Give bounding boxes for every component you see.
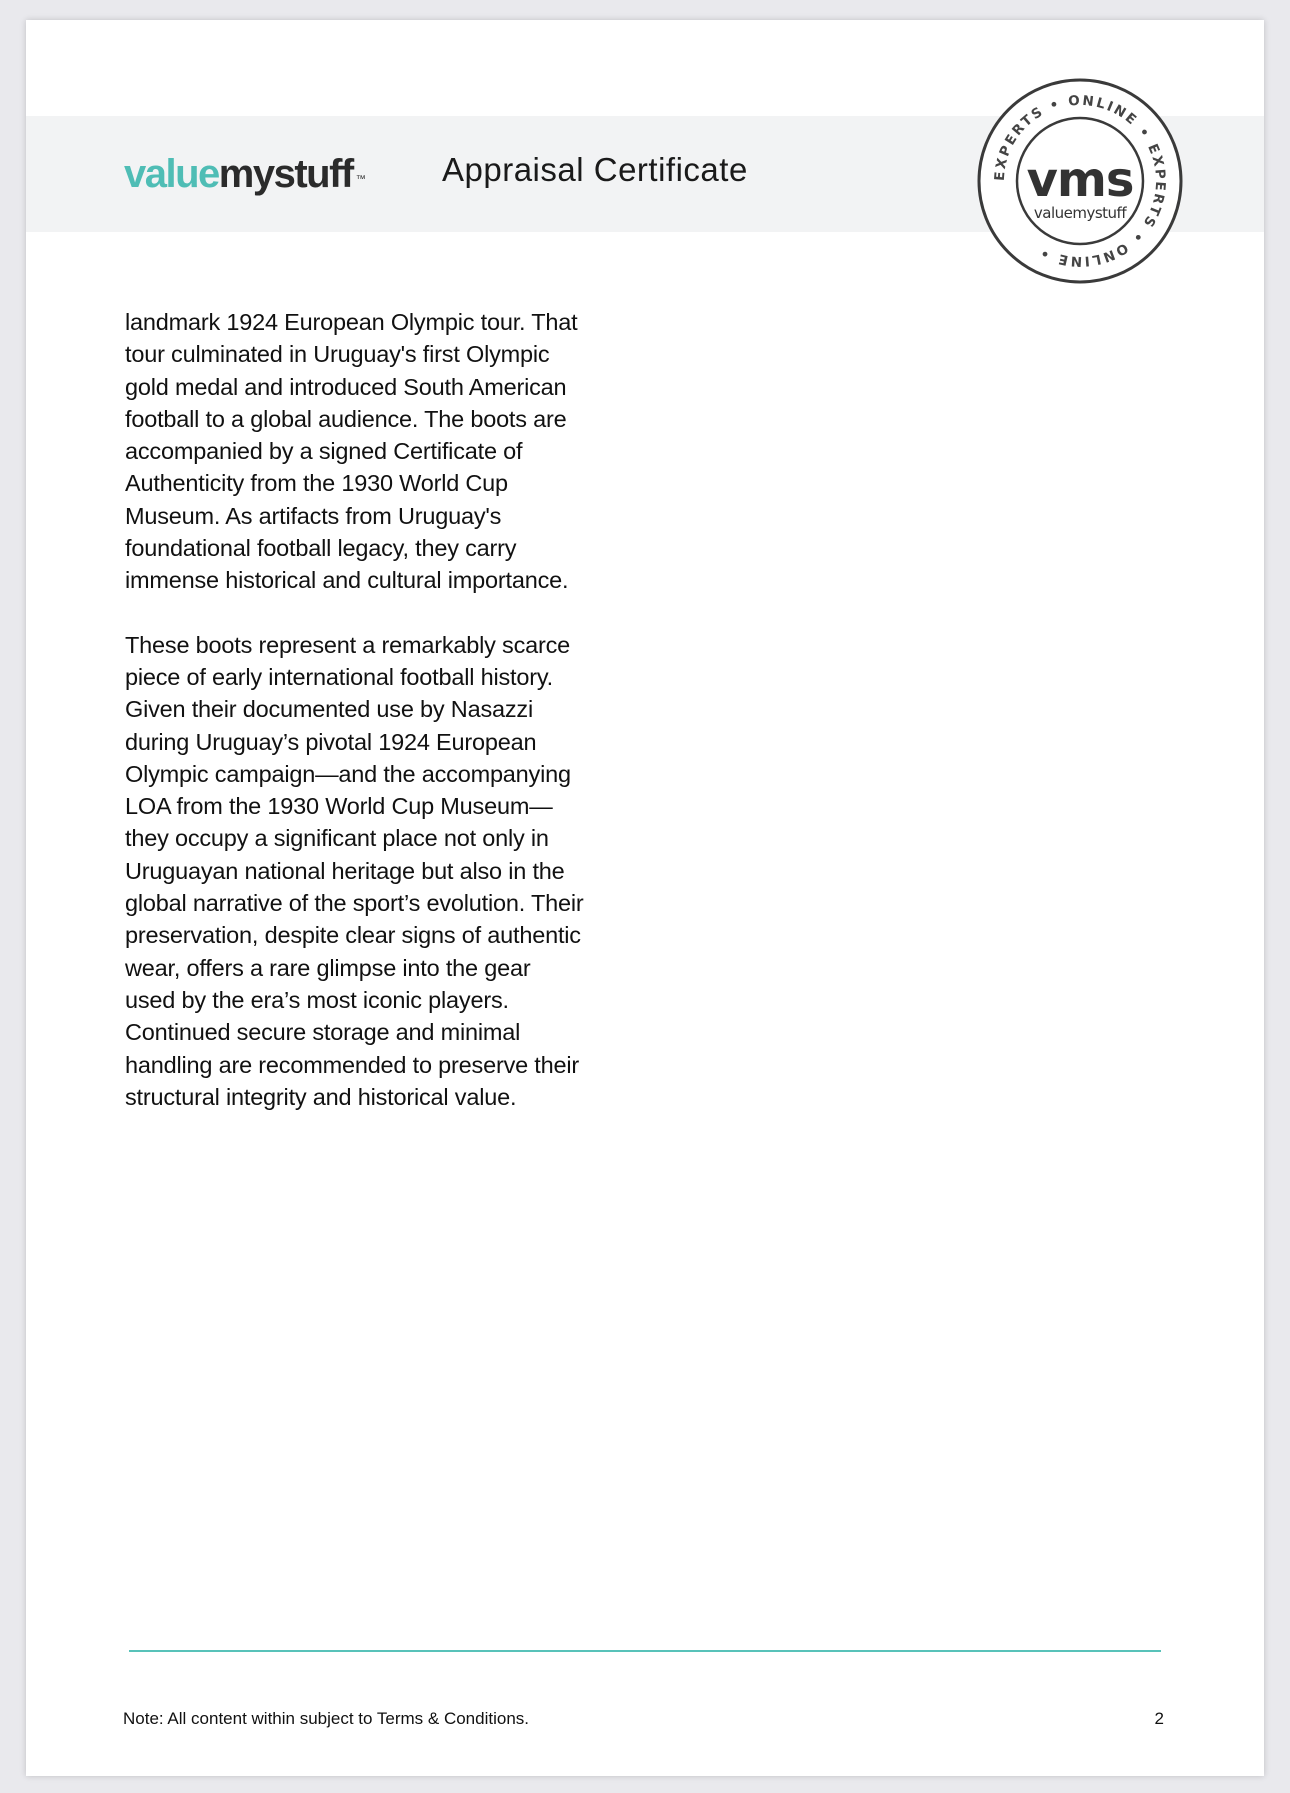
trademark-symbol: ™ <box>355 174 366 185</box>
page-number: 2 <box>1154 1709 1164 1728</box>
page-title: Appraisal Certificate <box>442 151 748 188</box>
brand-logo-part-value: value <box>124 152 219 196</box>
appraisal-body <box>125 306 585 1145</box>
paragraph-historical-context: landmark 1924 European Olympic tour. That tour culminated in Uruguay's first Olympic gold medal and introduced South American football to a global audience. The boots are accompanied by a signed Certificate of Authenticity from the 1930 World Cup Museum. As artifacts from Uruguay's foundational football legacy, they carry immense historical and cultural importance. <box>125 309 578 594</box>
paragraph-assessment: These boots represent a remarkably scarce piece of early international football history. Given their documented use by Nasazzi during Uruguay’s pivotal 1924 European Olympic campaign—and the accompanying LOA from the 1930 World Cup Museum—they occupy a significant place not only in Uruguayan national heritage but also in the global narrative of the sport’s evolution. Their preservation, despite clear signs of authentic wear, offers a rare glimpse into the gear used by the era’s most iconic players. Continued secure storage and minimal handling are recommended to preserve their structural integrity and historical value. <box>125 631 584 1110</box>
footer-terms-note: Note: All content within subject to Terms & Conditions. <box>123 1709 529 1728</box>
seal-initials: vms <box>1026 152 1134 208</box>
certificate-page <box>26 20 1264 1776</box>
brand-logo <box>124 150 366 198</box>
footer-divider <box>129 1650 1161 1652</box>
brand-logo-part-mystuff: mystuff <box>218 152 353 196</box>
vms-seal-stamp <box>967 68 1193 294</box>
seal-ring-text: EXPERTS • ONLINE • EXPERTS • ONLINE • <box>991 92 1169 270</box>
seal-brand-name: valuemystuff <box>1033 204 1127 222</box>
